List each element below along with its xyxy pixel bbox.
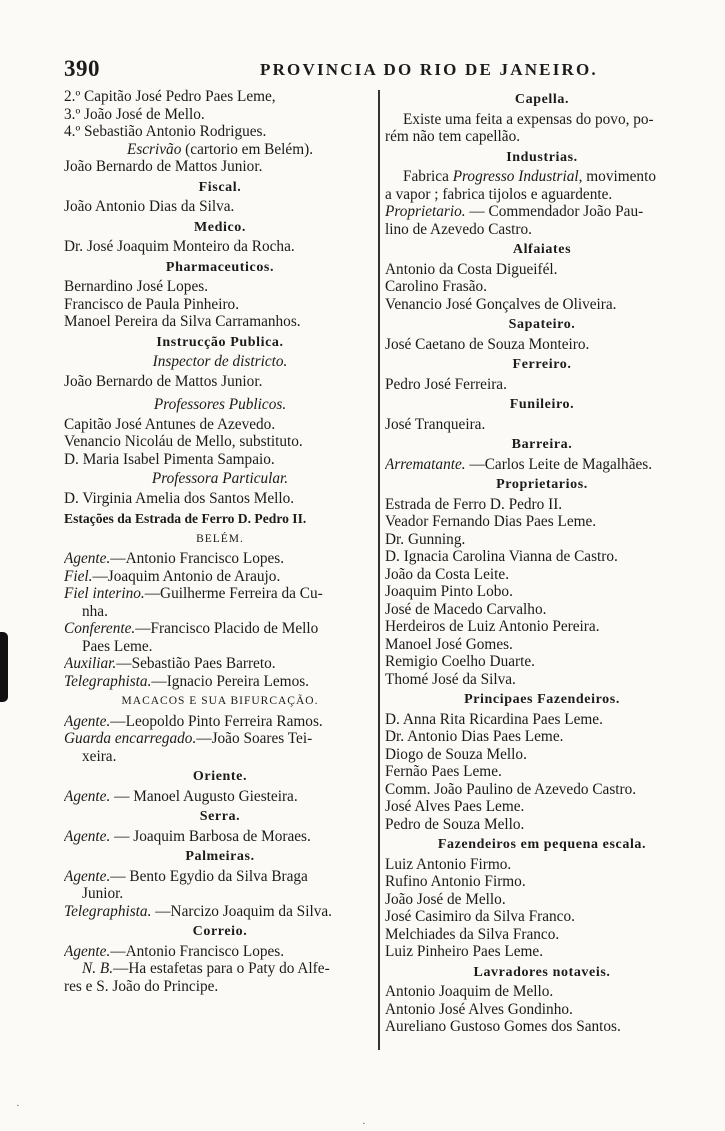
list-item: Telegraphista.—Ignacio Pereira Lemos. [64,672,309,690]
list-item: José Alves Paes Leme. [385,798,525,815]
list-item: Thomé José da Silva. [385,670,516,688]
paragraph-line: a vapor ; fabrica tijolos e aguardente. [385,185,613,203]
section-heading-ferreiro: Ferreiro. [512,357,572,372]
list-item: João Bernardo de Mattos Junior. [64,372,263,390]
list-item: Venancio Nicoláu de Mello, substituto. [64,433,303,450]
section-heading-oriente: Oriente. [192,769,248,784]
section-heading-fiscal: Fiscal. [198,179,242,195]
list-item: Luiz Pinheiro Paes Leme. [385,943,544,960]
list-item: Pedro José Ferreira. [385,375,507,393]
list-item-continuation: xeira. [82,747,117,765]
list-item: Veador Fernando Dias Paes Leme. [385,513,597,530]
note-continuation: res e S. João do Principe. [64,977,219,995]
section-heading-funileiro: Funileiro. [509,397,575,412]
list-item: Dr. José Joaquim Monteiro da Rocha. [64,238,295,255]
list-item: Telegraphista. —Narcizo Joaquim da Silva. [64,902,332,920]
escrivao-heading: Escrivão (cartorio em Belém). [126,140,314,158]
list-item: Remigio Coelho Duarte. [385,653,535,670]
section-heading-barreira: Barreira. [511,437,573,452]
list-item: José Caetano de Souza Monteiro. [385,335,590,353]
list-item: D. Ignacia Carolina Vianna de Castro. [385,548,618,565]
list-item: Manoel José Gomes. [385,635,513,653]
section-heading-pequena-escala: Fazendeiros em pequena escala. [437,837,647,852]
list-item: João José de Mello. [385,890,506,908]
section-heading-capella: Capella. [514,92,570,107]
list-item-continuation: nha. [82,602,108,620]
list-item: Pedro de Souza Mello. [385,815,525,833]
list-item: José de Macedo Carvalho. [385,600,547,618]
list-item: 3.º João José de Mello. [64,105,205,123]
list-item: João Antonio Dias da Silva. [64,198,235,215]
list-item: Dr. Antonio Dias Paes Leme. [385,728,564,745]
list-item: Guarda encarregado.—João Soares Tei- [64,730,313,747]
paragraph-line: lino de Azevedo Castro. [385,220,532,238]
list-item: Capitão José Antunes de Azevedo. [64,415,276,433]
page-title: PROVINCIA DO RIO DE JANEIRO. [260,60,598,79]
print-speck: · [362,1118,366,1130]
list-item: Dr. Gunning. [385,530,466,548]
list-item: Fiel.—Joaquim Antonio de Araujo. [64,567,281,585]
binding-mark [0,632,8,702]
list-item: Carolino Frasão. [385,278,487,295]
list-item: Estrada de Ferro D. Pedro II. [385,495,563,513]
list-item: Agente. — Joaquim Barbosa de Moraes. [64,827,311,845]
list-item: 2.º Capitão José Pedro Paes Leme, [64,88,276,105]
list-item: Agente.—Antonio Francisco Lopes. [64,550,285,567]
list-item: Conferente.—Francisco Placido de Mello [64,620,319,637]
list-item: Agente.— Bento Egydio da Silva Braga [64,867,308,885]
list-item: Fiel interino.—Guilherme Ferreira da Cu- [64,585,323,602]
list-item: Melchiades da Silva Franco. [385,925,560,943]
list-item-continuation: Paes Leme. [82,637,153,655]
list-item: José Tranqueira. [385,415,486,433]
print-speck: · [16,1100,20,1112]
list-item: Agente.—Antonio Francisco Lopes. [64,942,285,960]
list-item: Antonio José Alves Gondinho. [385,1000,573,1018]
list-item: Luiz Antonio Firmo. [385,855,512,873]
page-header [60,56,700,86]
section-heading-industrias: Industrias. [506,149,578,165]
note: N. B.—Ha estafetas para o Paty do Alfe- [82,960,330,977]
list-item: D. Virginia Amelia dos Santos Mello. [64,489,295,507]
left-column [64,88,376,995]
list-item: Diogo de Souza Mello. [385,745,527,763]
list-item: Arrematante. —Carlos Leite de Magalhães. [385,455,653,473]
paragraph-line: Fabrica Progresso Industrial, movimento [403,168,656,185]
section-heading-sapateiro: Sapateiro. [508,317,576,332]
list-item: José Casimiro da Silva Franco. [385,908,575,925]
section-heading-instruccao: Instrucção Publica. [156,334,284,350]
right-column [385,88,699,1036]
section-heading-correio: Correio. [192,924,248,939]
subheading-inspector: Inspector de districto. [152,353,288,370]
list-item: D. Anna Rita Ricardina Paes Leme. [385,710,603,728]
section-heading-principaes: Principaes Fazendeiros. [464,692,620,707]
list-item: João Bernardo de Mattos Junior. [64,158,263,175]
list-item: Manoel Pereira da Silva Carramanhos. [64,313,301,330]
list-item: Francisco de Paula Pinheiro. [64,295,240,313]
list-item: Bernardino José Lopes. [64,278,209,295]
list-item: Auxiliar.—Sebastião Paes Barreto. [64,655,276,672]
list-item-continuation: Junior. [82,885,124,902]
list-item: Agente. — Manoel Augusto Giesteira. [64,787,298,805]
list-item: João da Costa Leite. [385,565,510,583]
list-item: Agente.—Leopoldo Pinto Ferreira Ramos. [64,712,323,730]
subheading-professora: Professora Particular. [151,470,289,487]
section-heading-proprietarios: Proprietarios. [496,477,588,492]
paragraph-line: Existe uma feita a expensas do povo, po- [403,110,654,128]
list-item: Antonio Joaquim de Mello. [385,983,554,1000]
section-heading-medico: Medico. [193,219,247,235]
paragraph-line: Proprietario. — Commendador João Pau- [385,203,644,220]
section-heading-estacoes: Estações da Estrada de Ferro D. Pedro II. [64,511,307,526]
list-item: Aureliano Gustoso Gomes dos Santos. [385,1018,621,1035]
section-heading-lavradores: Lavradores notaveis. [473,964,611,980]
list-item: D. Maria Isabel Pimenta Sampaio. [64,450,275,468]
list-item: Comm. João Paulino de Azevedo Castro. [385,780,637,798]
page-number: 390 [64,56,100,81]
list-item: Rufino Antonio Firmo. [385,873,526,890]
section-heading-pharmaceuticos: Pharmaceuticos. [165,259,275,275]
list-item: Joaquim Pinto Lobo. [385,583,513,600]
list-item: Venancio José Gonçalves de Oliveira. [385,295,617,313]
list-item: 4.º Sebastião Antonio Rodrigues. [64,123,267,140]
subheading-belem: BELÉM. [196,532,244,545]
column-divider [378,90,380,1050]
list-item: Fernão Paes Leme. [385,763,502,780]
section-heading-serra: Serra. [199,809,241,824]
list-item: Herdeiros de Luiz Antonio Pereira. [385,618,600,635]
subheading-professores: Professores Publicos. [153,396,287,413]
subheading-macacos: MACACOS E SUA BIFURCAÇÃO. [121,695,319,707]
list-item: Antonio da Costa Digueifél. [385,260,558,278]
section-heading-alfaiates: Alfaiates [512,242,572,257]
paragraph-line: rém não tem capellão. [385,128,521,145]
section-heading-palmeiras: Palmeiras. [185,849,255,864]
